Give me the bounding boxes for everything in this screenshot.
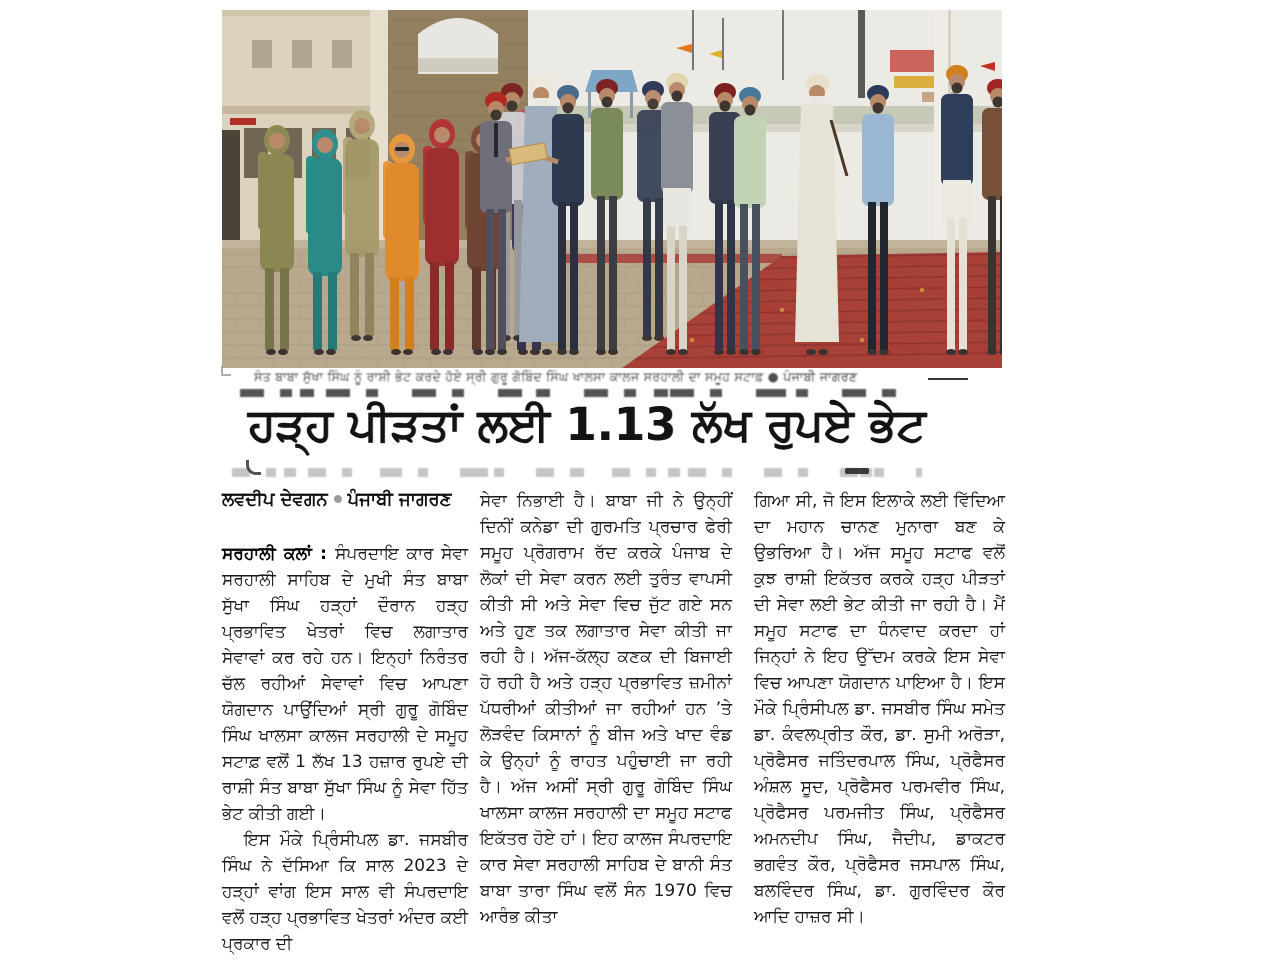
caption-text: ਸੰਤ ਬਾਬਾ ਸੁੱਖਾ ਸਿੰਘ ਨੂੰ ਰਾਸ਼ੀ ਭੇਟ ਕਰਦੇ ਹੋਏ ਸ੍ਰੀ ਗੁਰੂ ਗੋਬਿੰਦ ਸਿੰਘ ਖਾਲਸਾ ਕਾਲਜ ਸਰਹਾਲੀ ਦਾ ਸਮੂਹ ਸਟਾਫ਼: [254, 369, 764, 384]
photo-caption: [254, 369, 914, 389]
caption-separator: ●: [767, 369, 779, 384]
dateline: ਸਰਹਾਲੀ ਕਲਾਂ :: [222, 544, 336, 564]
headline: ਹੜ੍ਹ ਪੀੜਤਾਂ ਲਈ 1.13 ਲੱਖ ਰੁਪਏ ਭੇਟ: [248, 398, 926, 451]
article-column-3: [754, 488, 1005, 930]
article-paragraph: ਇਸ ਮੌਕੇ ਪ੍ਰਿੰਸੀਪਲ ਡਾ. ਜਸਬੀਰ ਸਿੰਘ ਨੇ ਦੱਸਿਆ ਕਿ ਸਾਲ 2023 ਦੇ ਹੜ੍ਹਾਂ ਵਾਂਗ ਇਸ ਸਾਲ ਵੀ ਸੰਪਰਦਾਇ ਵਲੋਂ ਹੜ੍ਹ ਪ੍ਰਭਾਵਿਤ ਖੇਤਰਾਂ ਅੰਦਰ ਕਈ ਪ੍ਰਕਾਰ ਦੀ: [222, 830, 468, 954]
article-paragraph: ਸਰਹਾਲੀ ਕਲਾਂ : ਸੰਪਰਦਾਇ ਕਾਰ ਸੇਵਾ ਸਰਹਾਲੀ ਸਾਹਿਬ ਦੇ ਮੁਖੀ ਸੰਤ ਬਾਬਾ ਸੁੱਖਾ ਸਿੰਘ ਹੜ੍ਹਾਂ ਦੌਰਾਨ ਹੜ੍ਹ ਪ੍ਰਭਾਵਿਤ ਖੇਤਰਾਂ ਵਿਚ ਲਗਾਤਾਰ ਸੇਵਾਵਾਂ ਕਰ ਰਹੇ ਹਨ। ਇਨ੍ਹਾਂ ਨਿਰੰਤਰ ਚੱਲ ਰਹੀਆਂ ਸੇਵਾਵਾਂ ਵਿਚ ਆਪਣਾ ਯੋਗਦਾਨ ਪਾਉਂਦਿਆਂ ਸ੍ਰੀ ਗੁਰੂ ਗੋਬਿੰਦ ਸਿੰਘ ਖਾਲਸਾ ਕਾਲਜ ਸਰਹਾਲੀ ਦੇ ਸਮੂਹ ਸਟਾਫ਼ ਵਲੋਂ 1 ਲੱਖ 13 ਹਜ਼ਾਰ ਰੁਪਏ ਦੀ ਰਾਸ਼ੀ ਸੰਤ ਬਾਬਾ ਸੁੱਖਾ ਸਿੰਘ ਨੂੰ ਸੇਵਾ ਹਿੱਤ ਭੇਟ ਕੀਤੀ ਗਈ।: [222, 544, 468, 824]
byline-author: ਲਵਦੀਪ ਦੇਵਗਨ: [222, 489, 328, 510]
article-paragraph: ਗਿਆ ਸੀ, ਜੋ ਇਸ ਇਲਾਕੇ ਲਈ ਵਿੱਦਿਆ ਦਾ ਮਹਾਨ ਚਾਨਣ ਮੁਨਾਰਾ ਬਣ ਕੇ ਉਭਰਿਆ ਹੈ। ਅੱਜ ਸਮੂਹ ਸਟਾਫ ਵਲੋਂ ਕੁਝ ਰਾਸ਼ੀ ਇਕੱਤਰ ਕਰਕੇ ਹੜ੍ਹ ਪੀੜਤਾਂ ਦੀ ਸੇਵਾ ਲਈ ਭੇਟ ਕੀਤੀ ਜਾ ਰਹੀ ਹੈ। ਮੈਂ ਸਮੂਹ ਸਟਾਫ ਦਾ ਧੰਨਵਾਦ ਕਰਦਾ ਹਾਂ ਜਿਨ੍ਹਾਂ ਨੇ ਇਹ ਉੱਦਮ ਕਰਕੇ ਇਸ ਸੇਵਾ ਵਿਚ ਆਪਣਾ ਯੋਗਦਾਨ ਪਾਇਆ ਹੈ। ਇਸ ਮੌਕੇ ਪ੍ਰਿੰਸੀਪਲ ਡਾ. ਜਸਬੀਰ ਸਿੰਘ ਸਮੇਤ ਡਾ. ਕੰਵਲਪ੍ਰੀਤ ਕੌਰ, ਡਾ. ਸੁਮੀ ਅਰੋੜਾ, ਪ੍ਰੋਫੈਸਰ ਜਤਿੰਦਰਪਾਲ ਸਿੰਘ, ਪ੍ਰੋਫੈਸਰ ਅੰਸ਼ਲ ਸੂਦ, ਪ੍ਰੋਫੈਸਰ ਪਰਮਵੀਰ ਸਿੰਘ, ਪ੍ਰੋਫੈਸਰ ਪਰਮਜੀਤ ਸਿੰਘ, ਪ੍ਰੋਫੈਸਰ ਅਮਨਦੀਪ ਸਿੰਘ, ਜੈਦੀਪ, ਡਾਕਟਰ ਭਗਵੰਤ ਕੌਰ, ਪ੍ਰੋਫੈਸਰ ਜਸਪਾਲ ਸਿੰਘ, ਬਲਵਿੰਦਰ ਸਿੰਘ, ਡਾ. ਗੁਰਵਿੰਦਰ ਕੌਰ ਆਦਿ ਹਾਜ਼ਰ ਸੀ।: [754, 491, 1005, 927]
group-photo-illustration: [222, 10, 1002, 368]
article-column-2: [480, 488, 732, 930]
article-paragraph: ਸੇਵਾ ਨਿਭਾਈ ਹੈ। ਬਾਬਾ ਜੀ ਨੇ ਉਨ੍ਹੀਂ ਦਿਨੀਂ ਕਨੇਡਾ ਦੀ ਗੁਰਮਤਿ ਪ੍ਰਚਾਰ ਫੇਰੀ ਸਮੂਹ ਪ੍ਰੋਗਰਾਮ ਰੱਦ ਕਰਕੇ ਪੰਜਾਬ ਦੇ ਲੋਕਾਂ ਦੀ ਸੇਵਾ ਕਰਨ ਲਈ ਤੁਰੰਤ ਵਾਪਸੀ ਕੀਤੀ ਸੀ ਅਤੇ ਸੇਵਾ ਵਿਚ ਜੁੱਟ ਗਏ ਸਨ ਅਤੇ ਹੁਣ ਤਕ ਲਗਾਤਾਰ ਸੇਵਾ ਕੀਤੀ ਜਾ ਰਹੀ ਹੈ। ਅੱਜ-ਕੱਲ੍ਹ ਕਣਕ ਦੀ ਬਿਜਾਈ ਹੋ ਰਹੀ ਹੈ ਅਤੇ ਹੜ੍ਹ ਪ੍ਰਭਾਵਿਤ ਜ਼ਮੀਨਾਂ ਪੱਧਰੀਆਂ ਕੀਤੀਆਂ ਜਾ ਰਹੀਆਂ ਹਨ ’ਤੇ ਲੋੜਵੰਦ ਕਿਸਾਨਾਂ ਨੂੰ ਬੀਜ ਅਤੇ ਖਾਦ ਵੰਡ ਕੇ ਉਨ੍ਹਾਂ ਨੂੰ ਰਾਹਤ ਪਹੁੰਚਾਈ ਜਾ ਰਹੀ ਹੈ। ਅੱਜ ਅਸੀਂ ਸ੍ਰੀ ਗੁਰੂ ਗੋਬਿੰਦ ਸਿੰਘ ਖਾਲਸਾ ਕਾਲਜ ਸਰਹਾਲੀ ਦਾ ਸਮੂਹ ਸਟਾਫ ਇਕੱਤਰ ਹੋਏ ਹਾਂ। ਇਹ ਕਾਲਜ ਸੰਪਰਦਾਇ ਕਾਰ ਸੇਵਾ ਸਰਹਾਲੀ ਸਾਹਿਬ ਦੇ ਬਾਨੀ ਸੰਤ ਬਾਬਾ ਤਾਰਾ ਸਿੰਘ ਵਲੋਂ ਸੰਨ 1970 ਵਿਚ ਆਰੰਭ ਕੀਤਾ: [480, 491, 732, 927]
print-artifact-dash: [845, 468, 869, 474]
byline: [222, 489, 451, 510]
byline-bullet-icon: [334, 495, 342, 503]
print-artifact-bottom: [232, 468, 922, 477]
news-photo: [222, 10, 1002, 368]
caption-credit: ਪੰਜਾਬੀ ਜਾਗਰਣ: [783, 369, 858, 384]
print-artifact-top: [240, 389, 896, 397]
byline-publication: ਪੰਜਾਬੀ ਜਾਗਰਣ: [347, 489, 452, 510]
caption-end-dash: [928, 378, 968, 380]
article-column-1: [222, 541, 468, 957]
photo-corner-mark: [221, 366, 231, 376]
